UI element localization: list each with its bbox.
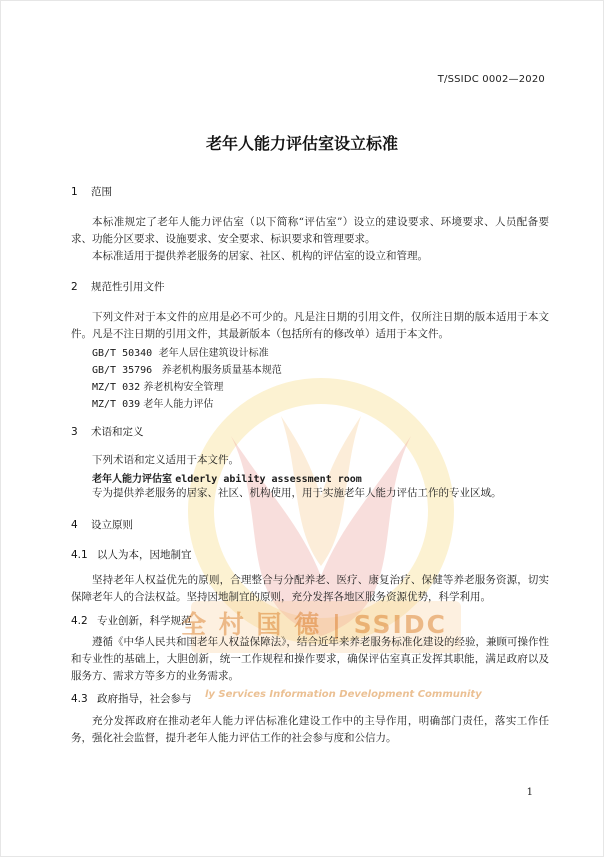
section-4-2-paragraph: 遵循《中华人民共和国老年人权益保障法》，结合近年来养老服务标准化建设的经验，兼顾可操作性和专业性的基础上，大胆创新，统一工作规程和操作要求，确保评估室真正发挥其职能，满足政府以及服务方、需求方等多方的业务需求。 — [71, 636, 549, 682]
reference-item: GB/T 35796 养老机构服务质量基本规范 — [92, 365, 282, 376]
term-definition: 专为提供养老服务的居家、社区、机构使用，用于实施老年人能力评估工作的专业区域。 — [92, 487, 502, 499]
section-4-heading: 4 设立原则 — [71, 519, 133, 531]
term-entry — [92, 470, 362, 485]
section-3-paragraph-1: 下列术语和定义适用于本文件。 — [92, 454, 239, 466]
document-title: 老年人能力评估室设立标准 — [205, 134, 398, 153]
section-4-1-heading: 4.1 以人为本，因地制宜 — [71, 549, 192, 561]
section-4-1-paragraph: 坚持老年人权益优先的原则，合理整合与分配养老、医疗、康复治疗、保健等养老服务资源，切实保障老年人的合法权益。坚持因地制宜的原则，充分发挥各地区服务资源优势，科学利用。 — [71, 574, 549, 603]
section-1-paragraph-2: 本标准适用于提供养老服务的居家、社区、机构的评估室的设立和管理。 — [92, 250, 428, 262]
section-2-paragraph-1: 下列文件对于本文件的应用是必不可少的。凡是注日期的引用文件，仅所注日期的版本适用于本文件。凡是不注日期的引用文件，其最新版本（包括所有的修改单）适用于本文件。 — [71, 311, 549, 340]
reference-item: GB/T 50340 老年人居住建筑设计标准 — [92, 348, 269, 359]
reference-item: MZ/T 032 养老机构安全管理 — [92, 382, 224, 393]
section-3-heading: 3 术语和定义 — [71, 426, 144, 438]
watermark-subtext: ly Services Information Development Community — [205, 689, 482, 700]
term-english: elderly ability assessment room — [175, 474, 362, 485]
section-4-2-heading: 4.2 专业创新，科学规范 — [71, 615, 192, 627]
term-chinese: 老年人能力评估室 — [92, 474, 172, 485]
page-number: 1 — [526, 787, 533, 798]
section-2-heading: 2 规范性引用文件 — [71, 281, 165, 293]
section-1-paragraph-1: 本标准规定了老年人能力评估室（以下简称“评估室”）设立的建设要求、环境要求、人员配备要求、功能分区要求、设施要求、安全要求、标识要求和管理要求。 — [71, 216, 549, 245]
section-4-3-heading: 4.3 政府指导，社会参与 — [71, 693, 192, 705]
section-1-heading: 1 范围 — [71, 186, 112, 198]
watermark-text: 全 村 国 德 | SSIDC — [181, 610, 447, 639]
section-4-3-paragraph: 充分发挥政府在推动老年人能力评估标准化建设工作中的主导作用，明确部门责任，落实工作任务，强化社会监督，提升老年人能力评估工作的社会参与度和公信力。 — [71, 715, 549, 744]
document-code: T/SSIDC 0002—2020 — [437, 74, 545, 85]
reference-item: MZ/T 039 老年人能力评估 — [92, 399, 214, 410]
